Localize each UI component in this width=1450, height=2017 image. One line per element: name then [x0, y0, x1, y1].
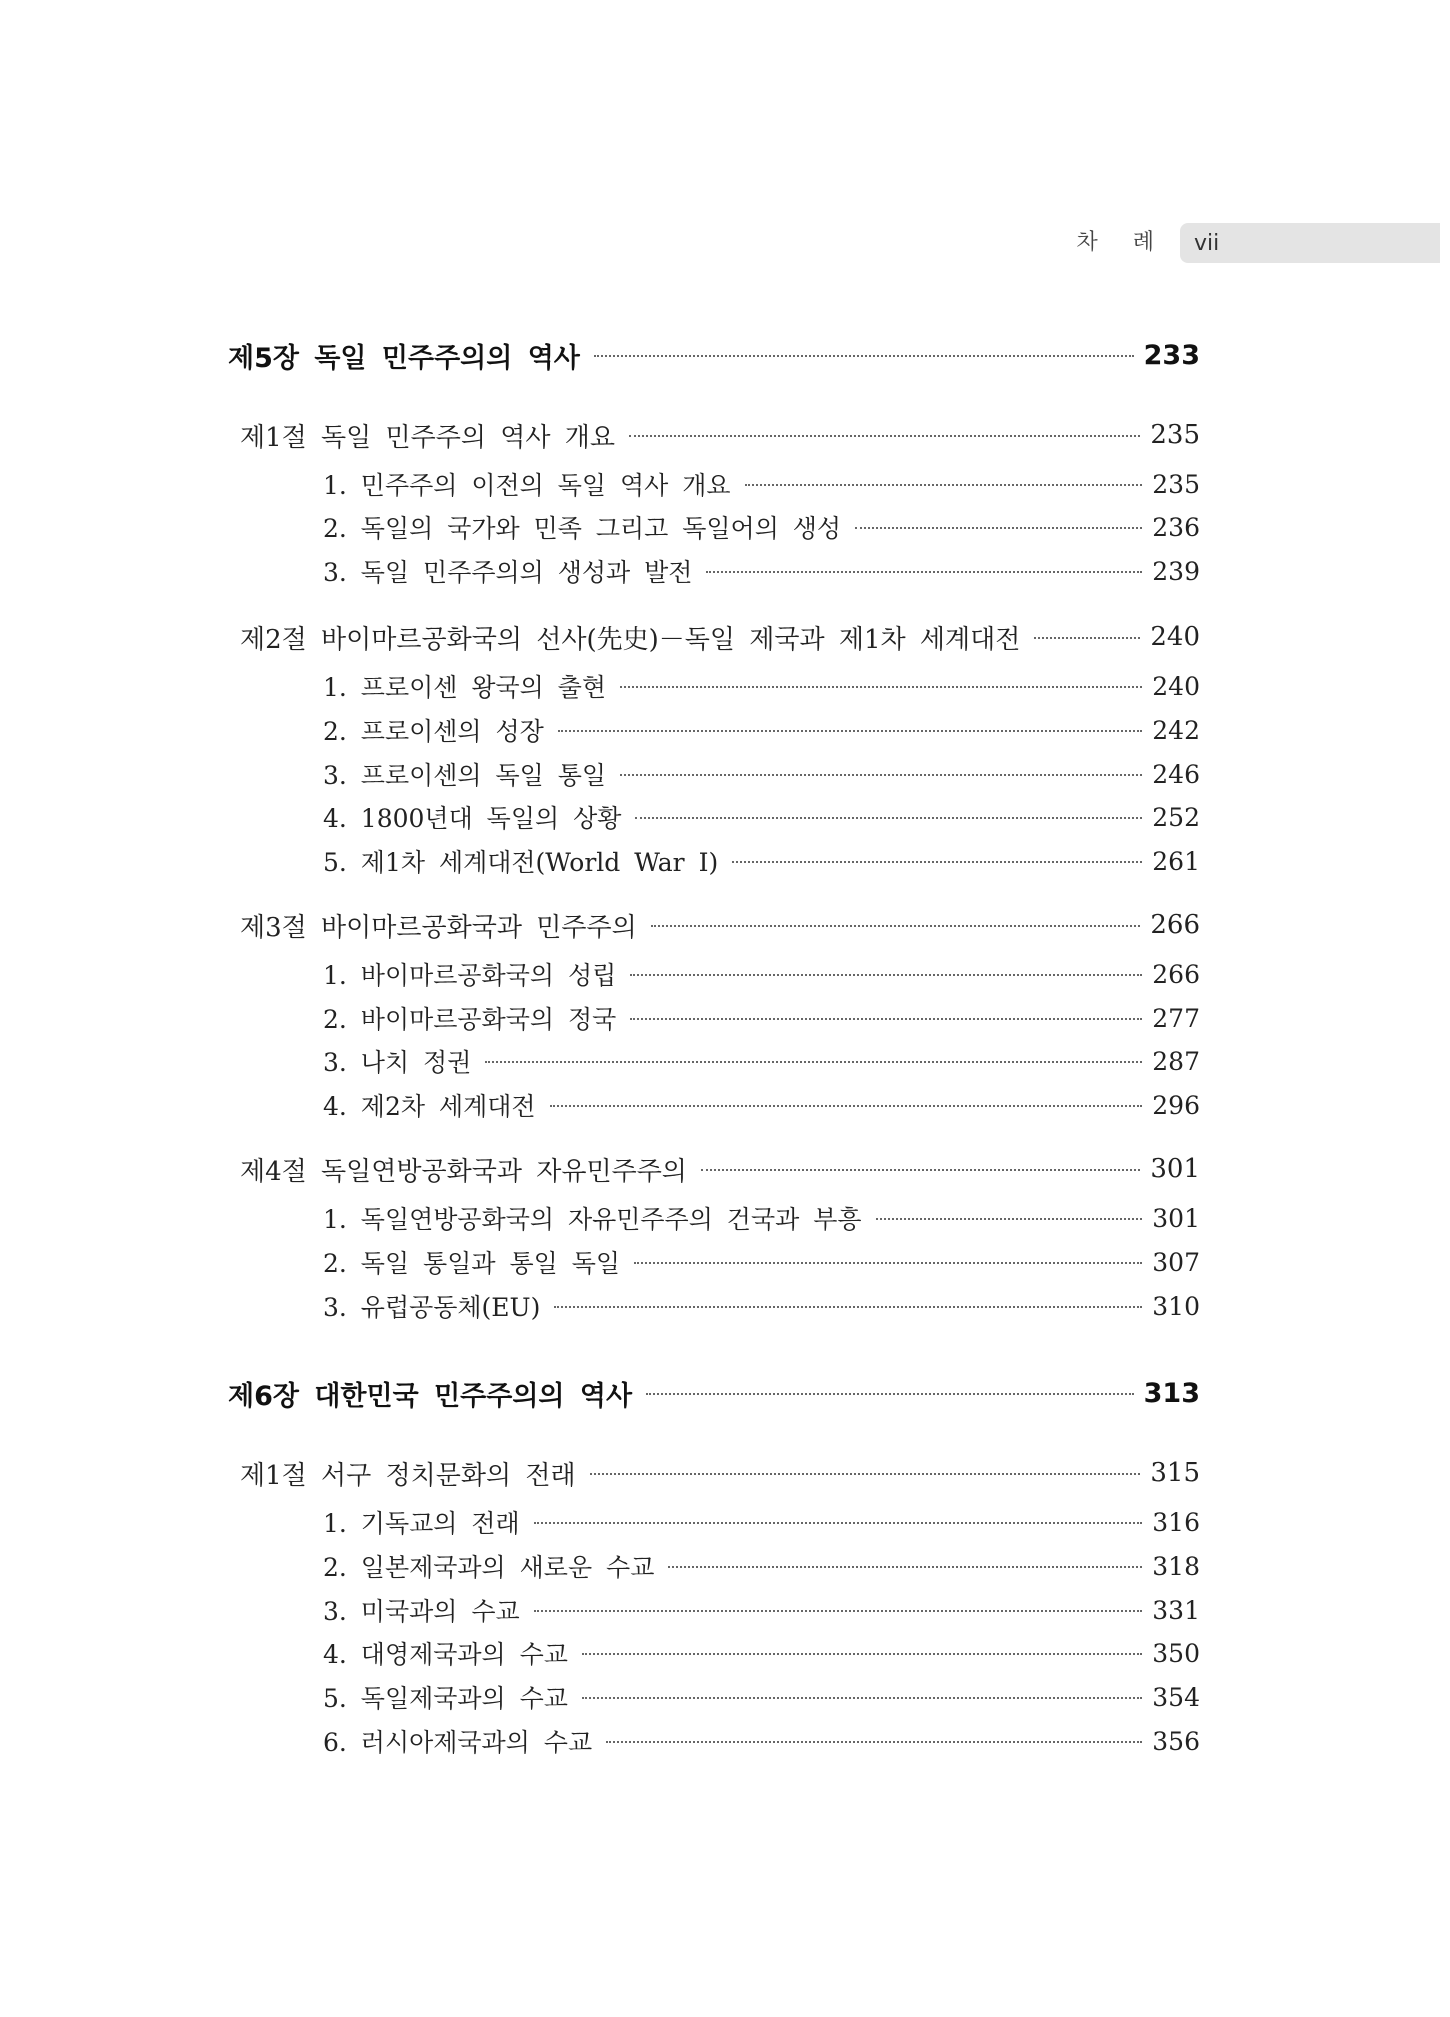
toc-item[interactable] — [323, 710, 1200, 750]
toc-page-number: 315 — [1150, 1458, 1200, 1488]
toc-page-number: 277 — [1152, 1003, 1200, 1033]
dot-leader — [630, 1018, 1142, 1020]
dot-leader — [634, 1262, 1142, 1264]
toc-item-title: 3. 유럽공동체(EU) — [323, 1293, 541, 1322]
toc-item-title: 5. 제1차 세계대전(World War I) — [323, 848, 719, 877]
toc-item-title: 3. 프로이센의 독일 통일 — [323, 761, 607, 790]
toc-item[interactable] — [323, 1286, 1200, 1326]
dot-leader — [550, 1105, 1143, 1107]
toc-item[interactable] — [323, 1085, 1200, 1125]
toc-item[interactable] — [323, 998, 1200, 1038]
toc-chapter[interactable] — [228, 1371, 1200, 1415]
dot-leader — [629, 435, 1140, 437]
toc-section-title: 제1절 서구 정치문화의 전래 — [240, 1460, 576, 1491]
toc-section-title: 제2절 바이마르공화국의 선사(先史)－독일 제국과 제1차 세계대전 — [240, 624, 1021, 655]
toc-page-number: 296 — [1152, 1090, 1200, 1120]
toc-chapter[interactable] — [228, 333, 1200, 377]
toc-item-title: 1. 바이마르공화국의 성립 — [323, 961, 617, 990]
toc-item[interactable] — [323, 507, 1200, 547]
toc-item[interactable] — [323, 1546, 1200, 1586]
toc-section-title: 제1절 독일 민주주의 역사 개요 — [240, 422, 615, 453]
toc-page-number: 266 — [1152, 959, 1200, 989]
toc-item-title: 2. 독일 통일과 통일 독일 — [323, 1249, 620, 1278]
toc-section[interactable] — [240, 617, 1200, 657]
dot-leader — [668, 1566, 1142, 1568]
toc-item-title: 1. 프로이센 왕국의 출현 — [323, 673, 607, 702]
toc-page-number: 235 — [1150, 420, 1200, 450]
toc-item-title: 2. 일본제국과의 새로운 수교 — [323, 1553, 655, 1582]
dot-leader — [606, 1741, 1142, 1743]
dot-leader — [558, 730, 1142, 732]
toc-item-title: 3. 나치 정권 — [323, 1048, 472, 1077]
toc-item[interactable] — [323, 1721, 1200, 1761]
toc-section[interactable] — [240, 1453, 1200, 1493]
toc-page-number: 236 — [1152, 512, 1200, 542]
toc-page-number: 240 — [1150, 622, 1200, 652]
toc-item-title: 4. 제2차 세계대전 — [323, 1092, 536, 1121]
toc-page-number: 287 — [1152, 1046, 1200, 1076]
toc-item-title: 5. 독일제국과의 수교 — [323, 1684, 568, 1713]
toc-page-number: 239 — [1152, 556, 1200, 586]
toc-chapter-title: 제5장 독일 민주주의의 역사 — [228, 342, 580, 374]
toc-page-number: 240 — [1152, 671, 1200, 701]
running-header — [1076, 223, 1440, 263]
dot-leader — [630, 974, 1142, 976]
toc-page-number: 235 — [1152, 469, 1200, 499]
dot-leader — [582, 1697, 1142, 1699]
toc-page-number: 354 — [1152, 1682, 1200, 1712]
dot-leader — [534, 1610, 1143, 1612]
toc-item[interactable] — [323, 1242, 1200, 1282]
dot-leader — [706, 571, 1142, 573]
running-header-title: 차 례 — [1076, 230, 1168, 255]
dot-leader — [651, 925, 1141, 927]
toc-page-number: 310 — [1152, 1291, 1200, 1321]
toc-item[interactable] — [323, 1198, 1200, 1238]
toc-item[interactable] — [323, 1633, 1200, 1673]
toc-chapter-title: 제6장 대한민국 민주주의의 역사 — [228, 1380, 633, 1412]
toc-page-number: 301 — [1152, 1203, 1200, 1233]
page-number: vii — [1194, 231, 1220, 256]
toc-item-title: 4. 대영제국과의 수교 — [323, 1640, 568, 1669]
toc-item[interactable] — [323, 666, 1200, 706]
toc-section[interactable] — [240, 1149, 1200, 1189]
dot-leader — [534, 1522, 1143, 1524]
toc-section[interactable] — [240, 905, 1200, 945]
dot-leader — [646, 1393, 1134, 1395]
toc-page-number: 350 — [1152, 1638, 1200, 1668]
toc-item-title: 1. 민주주의 이전의 독일 역사 개요 — [323, 471, 731, 500]
dot-leader — [1034, 637, 1140, 639]
toc-item-title: 6. 러시아제국과의 수교 — [323, 1728, 593, 1757]
dot-leader — [745, 484, 1143, 486]
toc-page-number: 266 — [1150, 910, 1200, 940]
toc-item[interactable] — [323, 1677, 1200, 1717]
dot-leader — [701, 1169, 1140, 1171]
toc-page-number: 356 — [1152, 1726, 1200, 1756]
dot-leader — [732, 861, 1142, 863]
dot-leader — [582, 1653, 1142, 1655]
dot-leader — [620, 686, 1142, 688]
dot-leader — [635, 817, 1142, 819]
toc-page-number: 331 — [1152, 1595, 1200, 1625]
toc-page-number: 233 — [1143, 339, 1200, 371]
toc-section-title: 제4절 독일연방공화국과 자유민주주의 — [240, 1156, 687, 1187]
toc-item-title: 3. 미국과의 수교 — [323, 1597, 520, 1626]
toc-page-number: 301 — [1150, 1154, 1200, 1184]
dot-leader — [485, 1061, 1142, 1063]
toc-item[interactable] — [323, 551, 1200, 591]
toc-item[interactable] — [323, 1590, 1200, 1630]
toc-item-title: 4. 1800년대 독일의 상황 — [323, 804, 622, 833]
toc-page-number: 252 — [1152, 802, 1200, 832]
toc-item[interactable] — [323, 464, 1200, 504]
dot-leader — [855, 527, 1142, 529]
toc-item-title: 2. 바이마르공화국의 정국 — [323, 1005, 617, 1034]
toc-section-title: 제3절 바이마르공화국과 민주주의 — [240, 912, 637, 943]
dot-leader — [620, 774, 1142, 776]
dot-leader — [590, 1473, 1141, 1475]
toc-item-title: 2. 독일의 국가와 민족 그리고 독일어의 생성 — [323, 514, 842, 543]
toc-item-title: 1. 독일연방공화국의 자유민주주의 건국과 부흥 — [323, 1205, 862, 1234]
page-number-tab — [1180, 223, 1440, 263]
toc-page-number: 261 — [1152, 846, 1200, 876]
toc-item-title: 3. 독일 민주주의의 생성과 발전 — [323, 558, 693, 587]
toc-item[interactable] — [323, 954, 1200, 994]
toc-item[interactable] — [323, 1502, 1200, 1542]
toc-item-title: 1. 기독교의 전래 — [323, 1509, 520, 1538]
toc-page-number: 313 — [1143, 1377, 1200, 1409]
toc-item[interactable] — [323, 841, 1200, 881]
dot-leader — [876, 1218, 1143, 1220]
toc-item[interactable] — [323, 797, 1200, 837]
toc-page-number: 246 — [1152, 759, 1200, 789]
toc-page-number: 316 — [1152, 1507, 1200, 1537]
toc-section[interactable] — [240, 415, 1200, 455]
dot-leader — [554, 1306, 1142, 1308]
toc-page-number: 307 — [1152, 1247, 1200, 1277]
toc-item[interactable] — [323, 754, 1200, 794]
toc-page-number: 242 — [1152, 715, 1200, 745]
dot-leader — [594, 355, 1134, 357]
toc-page-number: 318 — [1152, 1551, 1200, 1581]
toc-item-title: 2. 프로이센의 성장 — [323, 717, 544, 746]
toc-item[interactable] — [323, 1041, 1200, 1081]
